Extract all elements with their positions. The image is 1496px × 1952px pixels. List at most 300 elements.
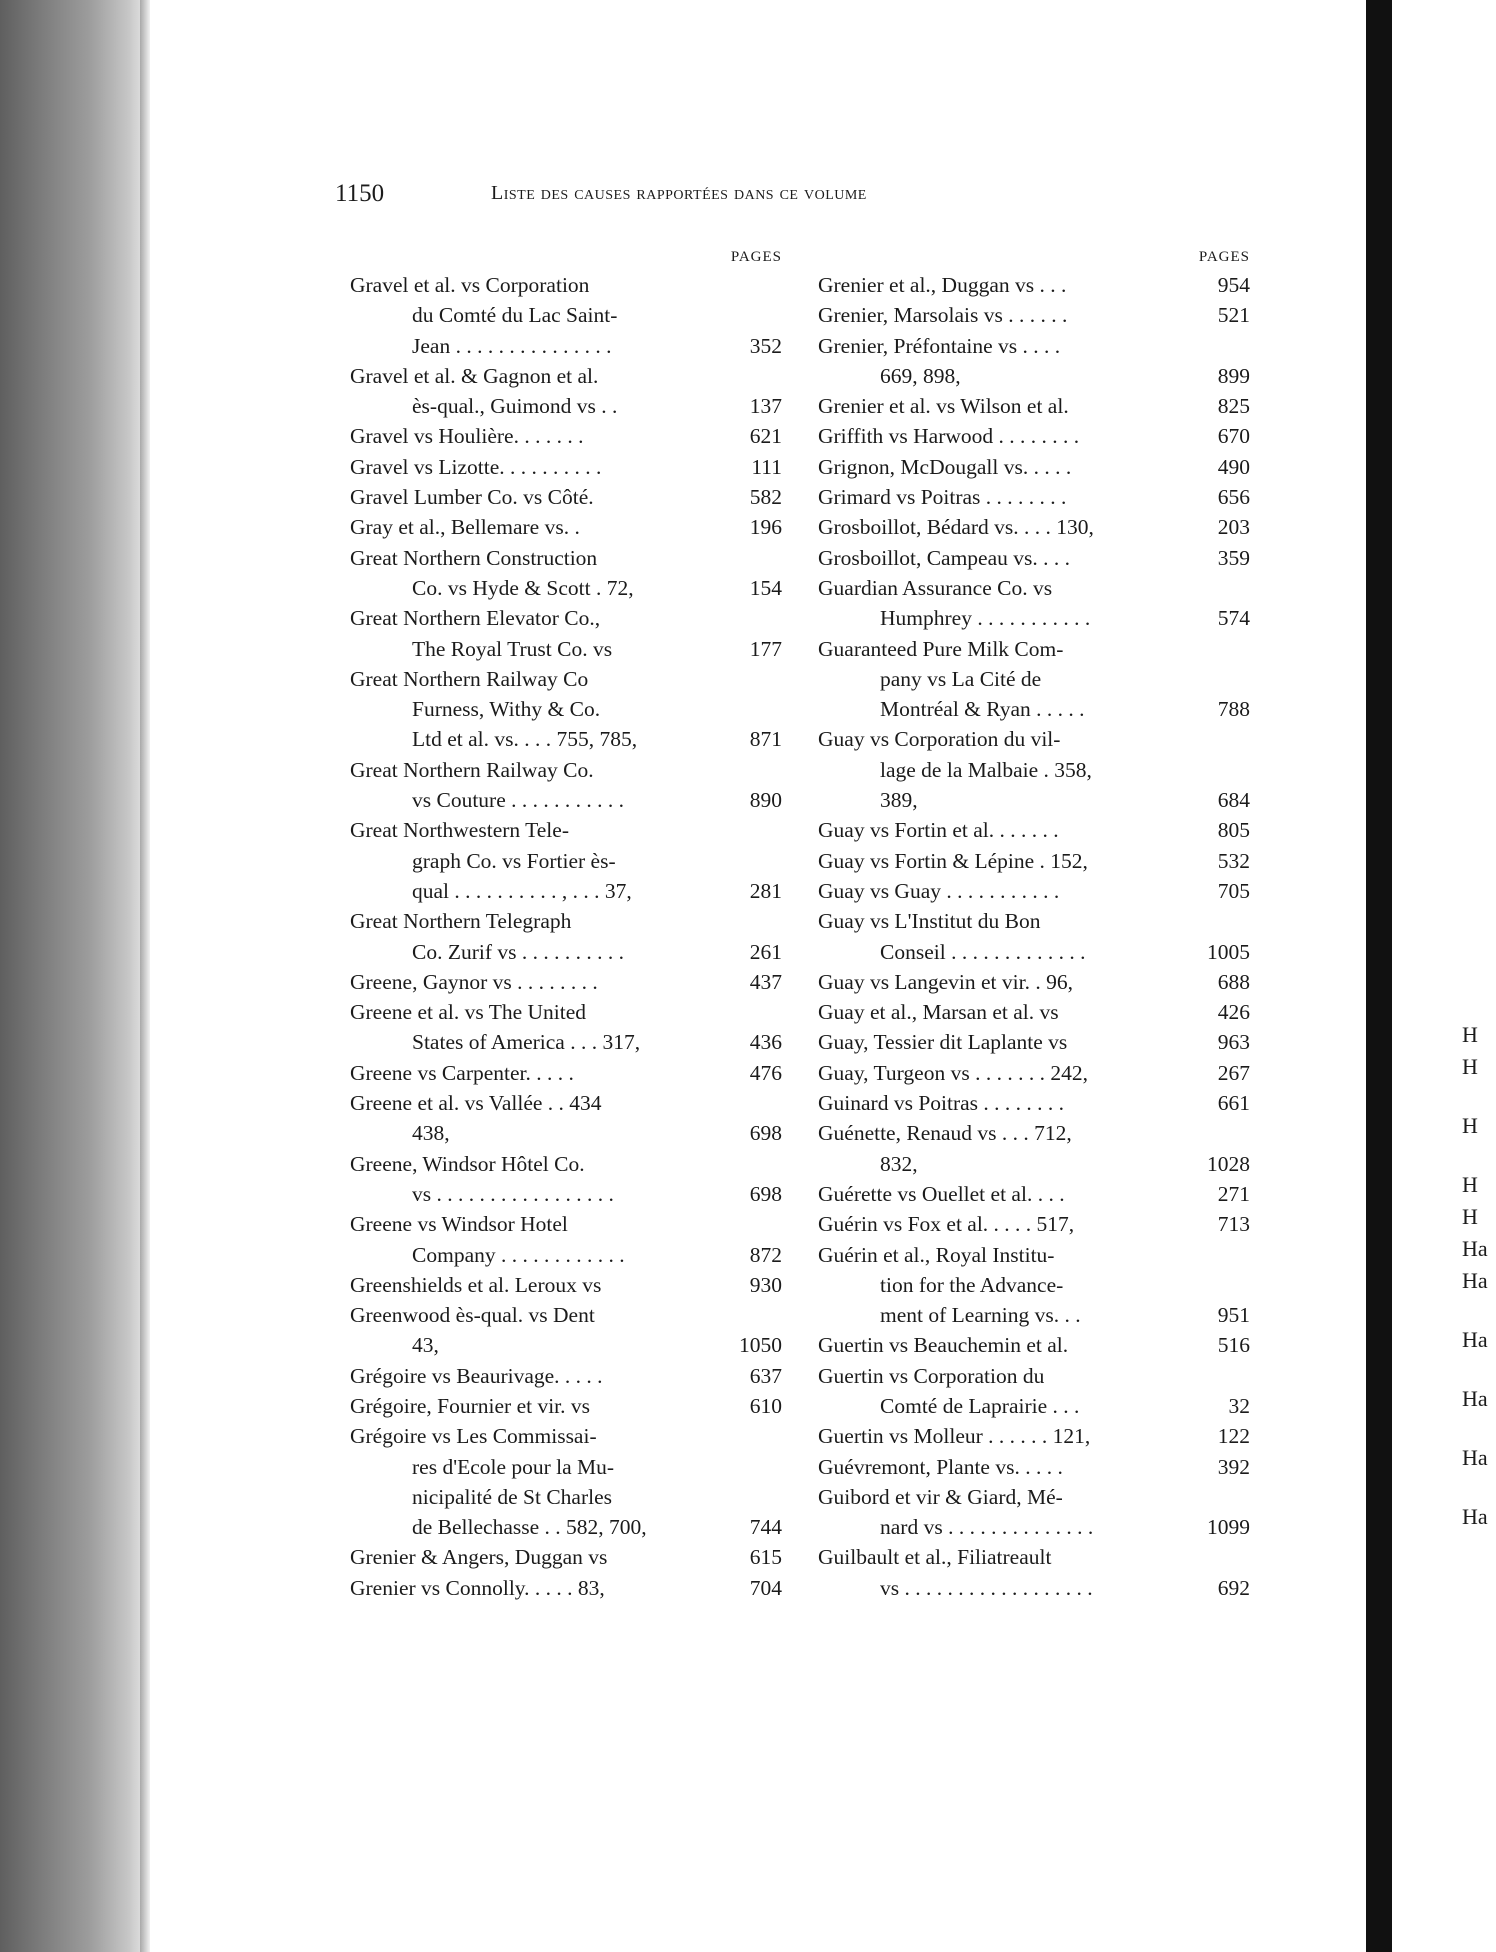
page-reference: 516 xyxy=(1216,1330,1250,1360)
index-entry xyxy=(350,543,782,604)
index-entry xyxy=(350,967,782,997)
page-reference: 621 xyxy=(748,421,782,451)
entry-title-line xyxy=(818,1027,1250,1057)
entry-text: nard vs . . . . . . . . . . . . . . xyxy=(880,1515,1094,1540)
index-entry xyxy=(818,997,1250,1027)
index-entry xyxy=(350,664,782,755)
page-edge-shadow xyxy=(140,0,150,1952)
entry-text: Grenier vs Connolly. . . . . 83, xyxy=(350,1575,605,1600)
entry-text: 669, 898, xyxy=(880,363,961,388)
entry-title-line xyxy=(818,634,1250,664)
entry-title-line xyxy=(818,906,1250,936)
index-entry xyxy=(818,1361,1250,1422)
page-reference: 670 xyxy=(1216,421,1250,451)
entry-title-line xyxy=(818,512,1250,542)
entry-continuation-line xyxy=(818,1270,1250,1300)
index-entry xyxy=(818,876,1250,906)
page-reference: 532 xyxy=(1216,846,1250,876)
entry-text: de Bellechasse . . 582, 700, xyxy=(412,1515,647,1540)
entry-title-line xyxy=(350,512,782,542)
facing-page-fragment: Ha xyxy=(1462,1268,1488,1293)
entry-text: Guay vs Langevin et vir. . 96, xyxy=(818,969,1073,994)
entry-title-line xyxy=(350,270,782,300)
page-reference: 684 xyxy=(1216,785,1250,815)
page-reference: 476 xyxy=(748,1058,782,1088)
page-reference: 1028 xyxy=(1205,1149,1250,1179)
entry-text: 389, xyxy=(880,788,918,813)
page-reference: 637 xyxy=(748,1361,782,1391)
entry-text: Montréal & Ryan . . . . . xyxy=(880,697,1085,722)
entry-text: Greene et al. vs The United xyxy=(350,1000,587,1025)
entry-text: Guibord et vir & Giard, Mé- xyxy=(818,1484,1063,1509)
entry-title-line xyxy=(350,997,782,1027)
entry-text: res d'Ecole pour la Mu- xyxy=(412,1454,615,1479)
index-entry xyxy=(818,270,1250,300)
entry-text: Guertin vs Corporation du xyxy=(818,1363,1045,1388)
facing-page-fragment: Ha xyxy=(1462,1327,1488,1352)
index-entry xyxy=(350,482,782,512)
entry-text: Great Northwestern Tele- xyxy=(350,818,569,843)
entry-continuation-line xyxy=(350,694,782,724)
entry-title-line xyxy=(350,1088,782,1118)
entry-continuation-line xyxy=(350,1512,782,1542)
entry-title-line xyxy=(350,452,782,482)
entry-text: du Comté du Lac Saint- xyxy=(412,303,618,328)
entry-text: vs . . . . . . . . . . . . . . . . . . xyxy=(880,1575,1093,1600)
index-entry xyxy=(818,1240,1250,1331)
index-entry xyxy=(350,1300,782,1361)
book-gutter xyxy=(1366,0,1392,1952)
entry-title-line xyxy=(818,967,1250,997)
entry-text: Greene, Gaynor vs . . . . . . . . xyxy=(350,969,598,994)
entry-title-line xyxy=(818,421,1250,451)
facing-page-fragment: H xyxy=(1462,1022,1478,1047)
entry-title-line xyxy=(350,361,782,391)
entry-title-line xyxy=(818,1179,1250,1209)
entry-continuation-line xyxy=(818,785,1250,815)
right-column xyxy=(818,244,1250,1603)
facing-page-fragment: H xyxy=(1462,1113,1478,1138)
entry-continuation-line xyxy=(350,724,782,754)
page-reference: 267 xyxy=(1216,1058,1250,1088)
entry-text: Furness, Withy & Co. xyxy=(412,697,601,722)
index-entry xyxy=(350,1270,782,1300)
entry-continuation-line xyxy=(818,1512,1250,1542)
entry-title-line xyxy=(818,1452,1250,1482)
entry-text: Co. Zurif vs . . . . . . . . . . xyxy=(412,939,625,964)
entry-continuation-line xyxy=(818,1573,1250,1603)
entry-text: Guay, Turgeon vs . . . . . . . 242, xyxy=(818,1060,1088,1085)
facing-page-fragment: Ha xyxy=(1462,1236,1488,1261)
entry-title-line xyxy=(818,724,1250,754)
entry-text: Grégoire, Fournier et vir. vs xyxy=(350,1393,591,1418)
entry-text: Great Northern Railway Co xyxy=(350,666,589,691)
entry-continuation-line xyxy=(350,1240,782,1270)
entry-title-line xyxy=(350,1391,782,1421)
entry-continuation-line xyxy=(350,1027,782,1057)
left-column xyxy=(350,244,782,1603)
index-entry xyxy=(350,603,782,664)
entry-text: Guay vs Guay . . . . . . . . . . . xyxy=(818,878,1060,903)
entry-text: Great Northern Construction xyxy=(350,545,598,570)
entry-title-line xyxy=(350,906,782,936)
page-reference: 688 xyxy=(1216,967,1250,997)
page-reference: 1005 xyxy=(1205,937,1250,967)
entry-text: Greenshields et al. Leroux vs xyxy=(350,1272,602,1297)
entry-title-line xyxy=(818,270,1250,300)
page-reference: 698 xyxy=(748,1179,782,1209)
page-reference: 582 xyxy=(748,482,782,512)
entry-text: Ltd et al. vs. . . . 755, 785, xyxy=(412,727,638,752)
page-reference: 137 xyxy=(748,391,782,421)
page-reference: 574 xyxy=(1216,603,1250,633)
entry-text: Greene, Windsor Hôtel Co. xyxy=(350,1151,585,1176)
index-entry xyxy=(350,361,782,422)
entry-text: ès-qual., Guimond vs . . xyxy=(412,394,618,419)
entry-title-line xyxy=(818,1421,1250,1451)
index-entry xyxy=(350,421,782,451)
page-reference: 692 xyxy=(1216,1573,1250,1603)
entry-text: Grégoire vs Beaurivage. . . . . xyxy=(350,1363,603,1388)
entry-continuation-line xyxy=(350,785,782,815)
index-entry xyxy=(350,1149,782,1210)
entry-continuation-line xyxy=(350,937,782,967)
index-entry xyxy=(818,543,1250,573)
facing-page-fragment: Ha xyxy=(1462,1504,1488,1529)
entry-text: Conseil . . . . . . . . . . . . . xyxy=(880,939,1086,964)
index-entry xyxy=(350,755,782,816)
entry-title-line xyxy=(350,1300,782,1330)
entry-continuation-line xyxy=(818,694,1250,724)
entry-text: vs Couture . . . . . . . . . . . xyxy=(412,788,625,813)
index-entry xyxy=(350,1058,782,1088)
page-reference: 1050 xyxy=(737,1330,782,1360)
page-reference: 436 xyxy=(748,1027,782,1057)
entry-title-line xyxy=(818,1361,1250,1391)
page-reference: 954 xyxy=(1216,270,1250,300)
entry-text: Guérette vs Ouellet et al. . . . xyxy=(818,1181,1065,1206)
entry-title-line xyxy=(350,755,782,785)
entry-text: Grenier et al., Duggan vs . . . xyxy=(818,273,1067,297)
index-entry xyxy=(818,1330,1250,1360)
entry-text: Comté de Laprairie . . . xyxy=(880,1393,1080,1418)
entry-text: Guinard vs Poitras . . . . . . . . xyxy=(818,1091,1065,1116)
entry-continuation-line xyxy=(818,361,1250,391)
entry-continuation-line xyxy=(350,1179,782,1209)
index-entry xyxy=(818,1118,1250,1179)
index-entry xyxy=(350,1361,782,1391)
entry-text: Grimard vs Poitras . . . . . . . . xyxy=(818,485,1067,510)
running-title: Liste des causes rapportées dans ce volume xyxy=(491,182,867,204)
entry-title-line xyxy=(350,603,782,633)
entry-continuation-line xyxy=(350,1482,782,1512)
entry-text: nicipalité de St Charles xyxy=(412,1484,613,1509)
page-reference: 610 xyxy=(748,1391,782,1421)
entry-title-line xyxy=(350,482,782,512)
page-reference: 122 xyxy=(1216,1421,1250,1451)
entry-title-line xyxy=(818,1209,1250,1239)
entry-text: Guay vs Corporation du vil- xyxy=(818,727,1061,752)
page-reference: 281 xyxy=(748,876,782,906)
entry-continuation-line xyxy=(350,300,782,330)
entry-text: Guay vs Fortin et al. . . . . . . xyxy=(818,818,1059,843)
page-reference: 437 xyxy=(748,967,782,997)
page-reference: 805 xyxy=(1216,815,1250,845)
entry-title-line xyxy=(350,1149,782,1179)
index-entry xyxy=(350,815,782,906)
page-reference: 203 xyxy=(1216,512,1250,542)
entry-title-line xyxy=(350,543,782,573)
entry-text: Griffith vs Harwood . . . . . . . . xyxy=(818,424,1080,449)
entry-text: vs . . . . . . . . . . . . . . . . . xyxy=(412,1181,614,1206)
index-entry xyxy=(818,815,1250,845)
entry-title-line xyxy=(818,452,1250,482)
entry-continuation-line xyxy=(818,603,1250,633)
index-entry xyxy=(818,300,1250,330)
entry-continuation-line xyxy=(350,876,782,906)
entry-continuation-line xyxy=(818,1149,1250,1179)
entry-title-line xyxy=(818,846,1250,876)
entry-continuation-line xyxy=(350,846,782,876)
index-entry xyxy=(350,906,782,967)
entry-text: Guay et al., Marsan et al. vs xyxy=(818,1000,1059,1025)
index-entry xyxy=(818,482,1250,512)
entry-text: Guardian Assurance Co. vs xyxy=(818,575,1053,600)
page-reference: 1099 xyxy=(1205,1512,1250,1542)
facing-page-fragment: H xyxy=(1462,1054,1478,1079)
page-reference: 392 xyxy=(1216,1452,1250,1482)
index-entry xyxy=(818,1452,1250,1482)
facing-page-fragment: H xyxy=(1462,1204,1478,1229)
entry-text: lage de la Malbaie . 358, xyxy=(880,757,1092,782)
entry-text: Guay, Tessier dit Laplante vs xyxy=(818,1030,1068,1055)
page-reference: 899 xyxy=(1216,361,1250,391)
entry-title-line xyxy=(818,1542,1250,1572)
entry-title-line xyxy=(818,997,1250,1027)
entry-text: graph Co. vs Fortier ès- xyxy=(412,848,616,873)
entry-title-line xyxy=(818,482,1250,512)
entry-text: Greene vs Windsor Hotel xyxy=(350,1212,568,1237)
page-reference: 963 xyxy=(1216,1027,1250,1057)
entry-title-line xyxy=(818,391,1250,421)
entry-title-line xyxy=(350,664,782,694)
entry-title-line xyxy=(350,1573,782,1603)
entry-title-line xyxy=(818,300,1250,330)
page-reference: 656 xyxy=(1216,482,1250,512)
entry-text: Grenier & Angers, Duggan vs xyxy=(350,1545,608,1570)
pages-heading: PAGES xyxy=(730,249,782,265)
entry-text: Grenier, Marsolais vs . . . . . . xyxy=(818,303,1068,328)
page-reference: 890 xyxy=(748,785,782,815)
entry-text: 832, xyxy=(880,1151,918,1176)
entry-title-line xyxy=(818,573,1250,603)
page-header xyxy=(335,180,1107,210)
entry-text: Co. vs Hyde & Scott . 72, xyxy=(412,575,634,600)
index-entry xyxy=(818,967,1250,997)
entry-text: Guay vs Fortin & Lépine . 152, xyxy=(818,848,1088,873)
entry-text: 438, xyxy=(412,1121,450,1146)
entry-continuation-line xyxy=(818,1300,1250,1330)
entry-title-line xyxy=(818,815,1250,845)
page-reference: 871 xyxy=(748,724,782,754)
page-reference: 32 xyxy=(1227,1391,1251,1421)
entry-text: Grignon, McDougall vs. . . . . xyxy=(818,454,1072,479)
entry-text: Grosboillot, Campeau vs. . . . xyxy=(818,545,1071,570)
index-entry xyxy=(350,1573,782,1603)
index-entry xyxy=(818,1421,1250,1451)
page-reference: 704 xyxy=(748,1573,782,1603)
entry-text: Guénette, Renaud vs . . . 712, xyxy=(818,1121,1072,1146)
entry-title-line xyxy=(350,1209,782,1239)
index-entry xyxy=(818,1209,1250,1239)
entry-title-line xyxy=(818,876,1250,906)
entry-title-line xyxy=(350,1542,782,1572)
index-entry xyxy=(350,1209,782,1270)
page-reference: 744 xyxy=(748,1512,782,1542)
page-reference: 788 xyxy=(1216,694,1250,724)
page-reference: 661 xyxy=(1216,1088,1250,1118)
page-reference: 872 xyxy=(748,1240,782,1270)
index-entry xyxy=(818,1542,1250,1603)
index-entry xyxy=(818,421,1250,451)
entry-text: Guévremont, Plante vs. . . . . xyxy=(818,1454,1063,1479)
index-entry xyxy=(350,512,782,542)
entry-title-line xyxy=(350,1270,782,1300)
entry-text: States of America . . . 317, xyxy=(412,1030,641,1055)
entry-text: Gray et al., Bellemare vs. . xyxy=(350,515,580,540)
index-entry xyxy=(350,1391,782,1421)
entry-text: Grenier et al. vs Wilson et al. xyxy=(818,394,1069,419)
entry-title-line xyxy=(350,967,782,997)
entry-title-line xyxy=(350,815,782,845)
index-entry xyxy=(350,997,782,1058)
index-entry xyxy=(818,1179,1250,1209)
entry-text: Jean . . . . . . . . . . . . . . . xyxy=(412,333,612,358)
page-reference: 698 xyxy=(748,1118,782,1148)
page-reference: 521 xyxy=(1216,300,1250,330)
page-reference: 154 xyxy=(748,573,782,603)
entry-text: Grenier, Préfontaine vs . . . . xyxy=(818,333,1061,358)
index-entry xyxy=(818,1027,1250,1057)
entry-text: Guilbault et al., Filiatreault xyxy=(818,1545,1052,1570)
entry-title-line xyxy=(350,1361,782,1391)
entry-text: Great Northern Telegraph xyxy=(350,909,572,934)
page-reference: 930 xyxy=(748,1270,782,1300)
entry-continuation-line xyxy=(818,755,1250,785)
entry-title-line xyxy=(818,1330,1250,1360)
entry-continuation-line xyxy=(818,664,1250,694)
index-entry xyxy=(350,1542,782,1572)
entry-title-line xyxy=(818,1482,1250,1512)
entry-text: Grosboillot, Bédard vs. . . . 130, xyxy=(818,515,1094,540)
book-spine xyxy=(0,0,150,1952)
entry-text: 43, xyxy=(412,1333,439,1358)
entry-text: pany vs La Cité de xyxy=(880,666,1042,691)
entry-text: Guertin vs Molleur . . . . . . 121, xyxy=(818,1424,1091,1449)
page-reference: 825 xyxy=(1216,391,1250,421)
entry-title-line xyxy=(818,1058,1250,1088)
index-entry xyxy=(818,452,1250,482)
entry-text: Gravel et al. vs Corporation xyxy=(350,273,590,297)
index-entry xyxy=(818,1482,1250,1543)
entry-title-line xyxy=(350,1058,782,1088)
entry-text: Gravel vs Houlière. . . . . . . xyxy=(350,424,584,449)
page-reference: 352 xyxy=(748,331,782,361)
entry-text: Greene et al. vs Vallée . . 434 xyxy=(350,1091,602,1116)
index-entry xyxy=(818,573,1250,634)
entry-continuation-line xyxy=(818,937,1250,967)
index-entry xyxy=(818,331,1250,392)
entry-title-line xyxy=(818,543,1250,573)
index-entry xyxy=(818,512,1250,542)
entry-continuation-line xyxy=(350,1330,782,1360)
entry-text: Company . . . . . . . . . . . . xyxy=(412,1242,625,1267)
entry-continuation-line xyxy=(350,331,782,361)
entry-text: Gravel et al. & Gagnon et al. xyxy=(350,363,599,388)
entry-title-line xyxy=(818,331,1250,361)
page-reference: 359 xyxy=(1216,543,1250,573)
entry-text: Guérin et al., Royal Institu- xyxy=(818,1242,1055,1267)
index-entry xyxy=(818,391,1250,421)
entry-text: Guaranteed Pure Milk Com- xyxy=(818,636,1064,661)
page-reference: 111 xyxy=(749,452,782,482)
index-entry xyxy=(818,846,1250,876)
index-entry xyxy=(818,1058,1250,1088)
entry-continuation-line xyxy=(350,573,782,603)
entry-continuation-line xyxy=(818,1391,1250,1421)
entry-continuation-line xyxy=(350,1118,782,1148)
index-entry xyxy=(350,1421,782,1542)
index-entry xyxy=(818,724,1250,815)
page-reference: 713 xyxy=(1216,1209,1250,1239)
index-entry xyxy=(350,452,782,482)
entry-title-line xyxy=(818,1240,1250,1270)
entry-text: qual . . . . . . . . . . , . . . 37, xyxy=(412,878,632,903)
entry-text: Greene vs Carpenter. . . . . xyxy=(350,1060,574,1085)
entry-text: Humphrey . . . . . . . . . . . xyxy=(880,606,1091,631)
entry-text: Guérin vs Fox et al. . . . . 517, xyxy=(818,1212,1075,1237)
facing-page-fragment: Ha xyxy=(1462,1386,1488,1411)
entry-continuation-line xyxy=(350,634,782,664)
entry-title-line xyxy=(350,421,782,451)
page-reference: 196 xyxy=(748,512,782,542)
entry-title-line xyxy=(350,1421,782,1451)
page-reference: 271 xyxy=(1216,1179,1250,1209)
entry-text: Great Northern Railway Co. xyxy=(350,757,594,782)
facing-page-fragment: H xyxy=(1462,1172,1478,1197)
page-reference: 426 xyxy=(1216,997,1250,1027)
page-number: 1150 xyxy=(335,180,385,207)
entry-text: Greenwood ès-qual. vs Dent xyxy=(350,1303,595,1328)
entry-text: tion for the Advance- xyxy=(880,1272,1064,1297)
index-entry xyxy=(350,270,782,361)
entry-title-line xyxy=(818,1088,1250,1118)
entry-text: Gravel vs Lizotte. . . . . . . . . . xyxy=(350,454,602,479)
page-reference: 615 xyxy=(748,1542,782,1572)
facing-page-fragment: Ha xyxy=(1462,1445,1488,1470)
pages-heading: PAGES xyxy=(1198,249,1250,265)
index-entry xyxy=(818,634,1250,725)
index-entry xyxy=(818,1088,1250,1118)
entry-text: Gravel Lumber Co. vs Côté. xyxy=(350,485,594,510)
entry-continuation-line xyxy=(350,391,782,421)
entry-continuation-line xyxy=(350,1452,782,1482)
entry-text: Grégoire vs Les Commissai- xyxy=(350,1424,597,1449)
index-entry xyxy=(818,906,1250,967)
page-reference: 261 xyxy=(748,937,782,967)
page-reference: 177 xyxy=(748,634,782,664)
facing-page xyxy=(1392,0,1496,1952)
